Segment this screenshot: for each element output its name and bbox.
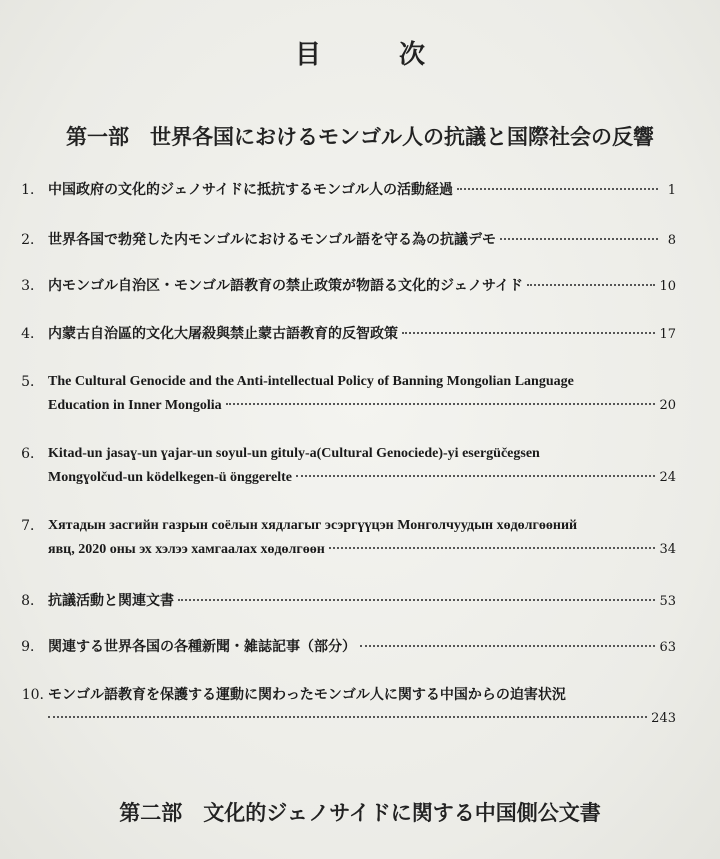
leader-dots: [360, 645, 655, 647]
leader-dots: [500, 238, 658, 240]
toc-page-number: 20: [659, 398, 676, 413]
toc-page-number: 53: [659, 594, 676, 609]
leader-dots: [402, 332, 655, 334]
part-1-heading: 第一部 世界各国におけるモンゴル人の抗議と国際社会の反響: [66, 124, 654, 149]
toc-title-line-1: The Cultural Genocide and the Anti-intellectual Policy of Banning Mongolian Language: [48, 374, 574, 389]
toc-entry-8[interactable]: [14, 589, 676, 613]
toc-page-number: 243: [651, 711, 676, 726]
leader-dots: [48, 716, 647, 718]
toc-title-line-1: Хятадын засгийн газрын соёлын хядлагыг эсэргүүцэн Монголчуудын хөдөлгөөний: [48, 518, 578, 533]
toc-entry-9[interactable]: [14, 635, 676, 659]
toc-title: モンゴル語教育を保護する運動に関わったモンゴル人に関する中国からの迫害状況: [48, 687, 566, 703]
toc-page-number: 17: [659, 327, 676, 342]
toc-entry-4[interactable]: [14, 322, 676, 346]
toc-number: 9．: [21, 639, 44, 655]
toc-entry-3[interactable]: [14, 274, 676, 298]
part-2-heading: 第二部 文化的ジェノサイドに関する中国側公文書: [119, 800, 601, 825]
toc-entry-2[interactable]: [14, 228, 676, 252]
toc-page-number: 34: [659, 542, 676, 557]
toc-title: 関連する世界各国の各種新聞・雑誌記事（部分）: [48, 639, 356, 655]
toc-number: 3．: [21, 278, 44, 294]
toc-page-number: 1: [667, 183, 676, 198]
toc-page-number: 8: [667, 233, 676, 248]
toc-number: 4．: [21, 326, 44, 342]
toc-number: 7．: [21, 518, 44, 534]
toc-title-line-1: Kitad-un jasaɣ-un ɣajar-un soyul-un gituly-a(Cultural Genociede)-yi esergüčegsen: [48, 446, 540, 461]
leader-dots: [296, 475, 655, 477]
toc-number: 6．: [21, 446, 44, 462]
toc-number: 8．: [21, 593, 44, 609]
toc-page-number: 63: [659, 640, 676, 655]
toc-entry-5[interactable]: [14, 370, 676, 418]
leader-dots: [457, 188, 658, 190]
toc-title: 抗議活動と関連文書: [48, 593, 174, 609]
toc-title-line-2: явц, 2020 оны эх хэлээ хамгаалах хөдөлгөөн: [48, 542, 325, 557]
toc-entry-6[interactable]: [14, 442, 676, 490]
toc-page-number: 24: [659, 470, 676, 485]
toc-title: 世界各国で勃発した内モンゴルにおけるモンゴル語を守る為の抗議デモ: [48, 232, 496, 248]
toc-entry-7[interactable]: [14, 514, 676, 562]
toc-number: 10.: [21, 687, 44, 703]
toc-entry-10[interactable]: [14, 683, 676, 731]
toc-title: 内モンゴル自治区・モンゴル語教育の禁止政策が物語る文化的ジェノサイド: [48, 278, 524, 294]
page-title: 目 次: [294, 40, 451, 70]
toc-title: 内蒙古自治區的文化大屠殺與禁止蒙古語教育的反智政策: [48, 326, 398, 342]
leader-dots: [527, 284, 655, 286]
toc-number: 5．: [21, 374, 44, 390]
toc-title: 中国政府の文化的ジェノサイドに抵抗するモンゴル人の活動経過: [48, 182, 454, 198]
toc-number: 1．: [21, 182, 44, 198]
leader-dots: [178, 599, 655, 601]
toc-number: 2．: [21, 232, 44, 248]
leader-dots: [329, 547, 656, 549]
toc-title-line-2: Mongɣolčud-un ködelkegen-ü önggerelte: [48, 470, 292, 485]
toc-page-number: 10: [659, 279, 676, 294]
toc-title-line-2: Education in Inner Mongolia: [48, 398, 222, 413]
leader-dots: [226, 403, 656, 405]
toc-entry-1[interactable]: [14, 178, 676, 202]
